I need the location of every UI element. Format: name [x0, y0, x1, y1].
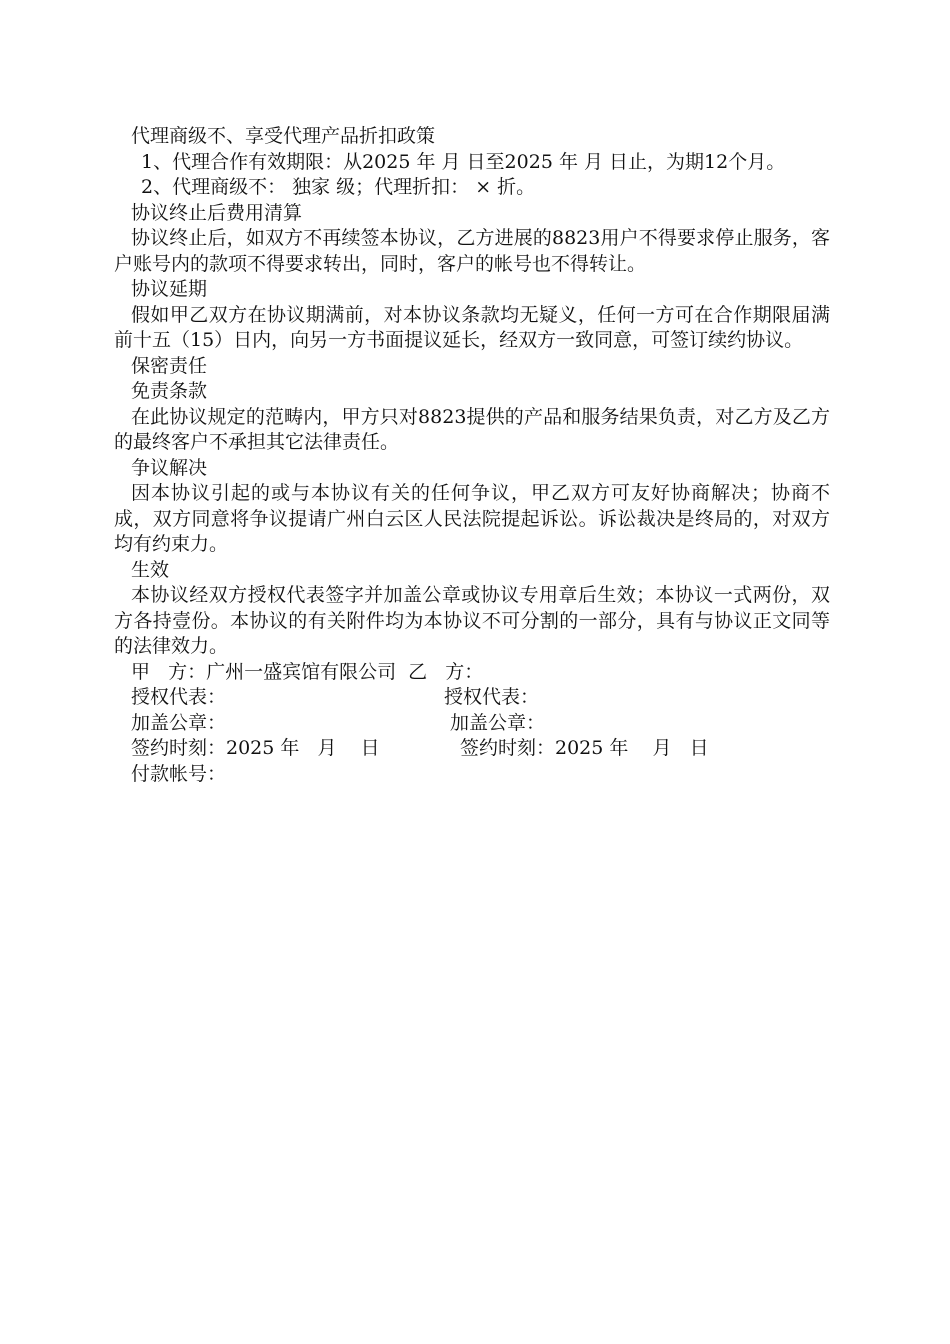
heading-dispute: 争议解决 [131, 456, 208, 479]
paragraph-extension: 假如甲乙双方在协议期满前，对本协议条款均无疑义，任何一方可在合作期限届满前十五（15）日内，向另一方书面提议延长，经双方一致同意，可签订续约协议。 [114, 303, 830, 351]
heading-confidentiality: 保密责任 [131, 354, 208, 377]
party-a-label: 甲 方：广州一盛宾馆有限公司 [131, 660, 397, 683]
paragraph-disclaimer: 在此协议规定的范畴内，甲方只对8823提供的产品和服务结果负责，对乙方及乙方的最终客户不承担其它法律责任。 [114, 405, 830, 453]
payment-account-label: 付款帐号： [131, 762, 227, 785]
heading-fee-settlement: 协议终止后费用清算 [131, 201, 303, 224]
party-b-label: 乙 方： [408, 660, 484, 683]
date-a-label: 签约时刻：2025 年 月 日 [131, 737, 380, 759]
rep-a-label: 授权代表： [131, 686, 227, 708]
rep-b-label: 授权代表： [444, 686, 540, 708]
seal-a-label: 加盖公章： [131, 711, 227, 734]
seal-b-label: 加盖公章： [450, 711, 546, 734]
clause-validity-period: 1、代理合作有效期限：从2025 年 月 日至2025 年 月 日止，为期12个月。 [141, 150, 786, 173]
signature-rep-row [114, 685, 830, 711]
heading-effect: 生效 [131, 558, 170, 581]
heading-disclaimer: 免责条款 [131, 380, 208, 402]
date-b-label: 签约时刻：2025 年 月 日 [460, 737, 709, 759]
signature-seal-row [114, 711, 830, 737]
paragraph-dispute: 因本协议引起的或与本协议有关的任何争议，甲乙双方可友好协商解决；协商不成，双方同意将争议提请广州白云区人民法院提起诉讼。诉讼裁决是终局的，对双方均有约束力。 [114, 482, 830, 555]
document-body [114, 124, 830, 787]
paragraph-effect: 本协议经双方授权代表签字并加盖公章或协议专用章后生效；本协议一式两份，双方各持壹份。本协议的有关附件均为本协议不可分割的一部分，具有与协议正文同等的法律效力。 [114, 584, 830, 657]
signature-party-row [114, 660, 830, 686]
paragraph-fee-settlement: 协议终止后，如双方不再续签本协议，乙方进展的8823用户不得要求停止服务，客户账号内的款项不得要求转出，同时，客户的帐号也不得转让。 [114, 227, 830, 275]
clause-agent-level-discount: 2、代理商级不： 独家 级；代理折扣： × 折。 [141, 176, 536, 198]
signature-date-row [114, 736, 830, 762]
heading-agent-discount-policy: 代理商级不、享受代理产品折扣政策 [131, 125, 436, 147]
heading-extension: 协议延期 [131, 278, 208, 300]
